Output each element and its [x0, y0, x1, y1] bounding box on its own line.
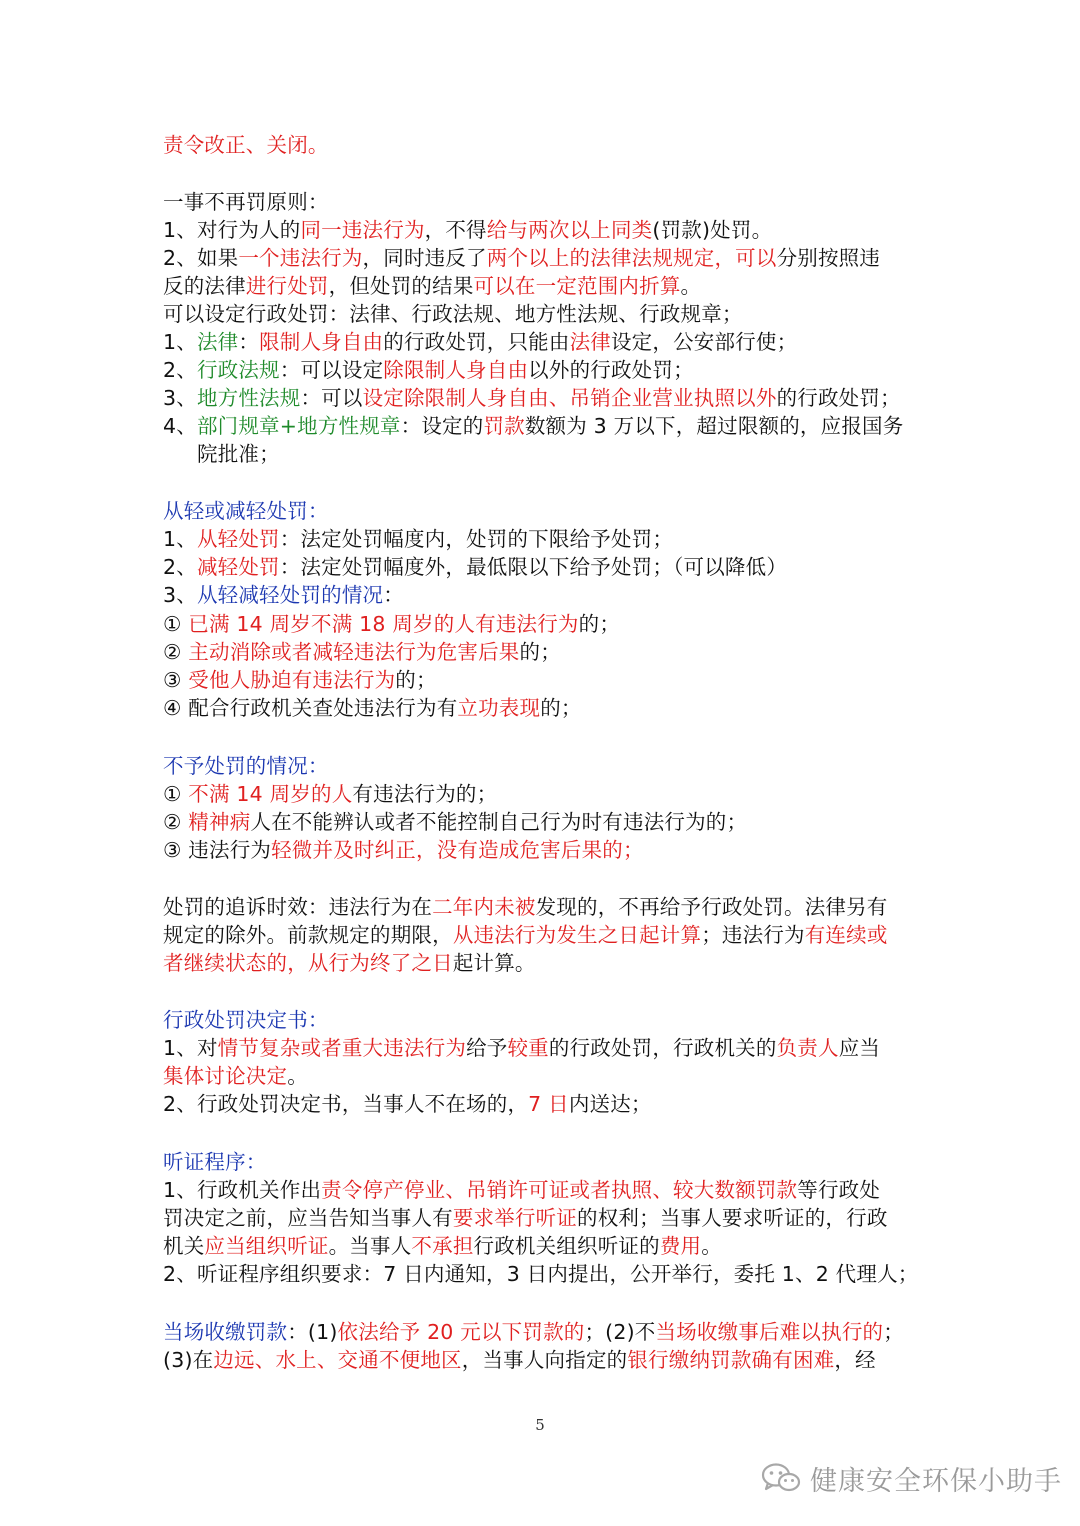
highlight-run: 罚款: [483, 414, 525, 438]
text-line: [163, 525, 923, 553]
highlight-run: 依法给予 20 元以下罚款的: [337, 1320, 585, 1344]
text-run: 起计算。: [452, 951, 536, 975]
text-run: ④ 配合行政机关查处违法行为有: [163, 696, 458, 720]
highlight-run: 限制人身自由: [259, 330, 384, 354]
text-run: ①: [163, 612, 189, 636]
text-line: [163, 1232, 923, 1260]
text-run: 。: [701, 1234, 722, 1258]
text-run: 的；: [578, 612, 621, 636]
text-run: 3、: [163, 583, 197, 607]
text-run: ；(2)不: [584, 1320, 656, 1344]
text-run: 4、: [163, 414, 197, 438]
section-heading-run: 行政处罚决定书：: [163, 1008, 329, 1032]
text-run: 的行政处罚；: [776, 386, 901, 410]
text-line: [163, 893, 923, 921]
highlight-run: 责令停产停业、吊销许可证或者执照、较大数额罚款: [321, 1178, 798, 1202]
highlight-run: 给与两次以上同类: [486, 218, 653, 242]
text-line: [163, 836, 923, 864]
text-line: [163, 497, 923, 525]
highlight-run: 要求举行听证: [452, 1206, 578, 1230]
section-heading-run: 从轻或减轻处罚：: [163, 499, 329, 523]
text-line: [163, 694, 923, 722]
text-run: ：: [383, 583, 404, 607]
text-run: 一事不再罚原则：: [163, 190, 329, 214]
text-run: 机关: [163, 1234, 205, 1258]
highlight-run: 7 日: [528, 1092, 569, 1116]
text-line: [163, 131, 923, 159]
text-run: 的；: [519, 640, 561, 664]
highlight-run: 银行缴纳罚款确有困难: [627, 1348, 835, 1372]
text-run: 2、听证程序组织要求：7 日内通知，3 日内提出，公开举行，委托 1、2 代理人；: [163, 1262, 919, 1286]
text-run: 。当事人: [328, 1234, 412, 1258]
text-line: [163, 412, 923, 440]
highlight-run: 不承担: [411, 1234, 474, 1258]
text-line: [163, 384, 923, 412]
highlight-run: 费用: [659, 1234, 702, 1258]
text-run: ②: [163, 810, 189, 834]
text-run: 罚决定之前，应当告知当事人有: [163, 1206, 453, 1230]
highlight-run: 法律: [569, 330, 611, 354]
highlight-run: 精神病: [188, 810, 251, 834]
highlight-run: 部门规章+地方性规章: [196, 414, 401, 438]
text-line: [163, 752, 923, 780]
text-run: 的行政处罚，行政机关的: [548, 1036, 777, 1060]
text-run: ②: [163, 640, 189, 664]
highlight-run: 已满 14 周岁不满 18 周岁的人有违法行为: [188, 612, 579, 636]
text-run: ，但处罚的结果: [328, 274, 474, 298]
text-run: 2、: [163, 555, 197, 579]
text-line: [163, 1318, 923, 1346]
text-run: ：法定处罚幅度外，最低限以下给予处罚；（可以降低）: [279, 555, 788, 579]
text-line: [163, 949, 923, 977]
text-line: [163, 1204, 923, 1232]
text-line: [163, 1006, 923, 1034]
text-run: 2、行政处罚决定书，当事人不在场的，: [163, 1092, 529, 1116]
highlight-run: 从轻处罚: [196, 527, 280, 551]
text-run: ①: [163, 782, 189, 806]
highlight-run: 较重: [507, 1036, 549, 1060]
highlight-run: 行政法规: [196, 358, 280, 382]
text-run: 1、对: [163, 1036, 218, 1060]
text-run: 1、行政机关作出: [163, 1178, 322, 1202]
highlight-run: 集体讨论决定: [163, 1064, 288, 1088]
text-run: (3)在: [163, 1348, 214, 1372]
highlight-run: 不满 14 周岁的人: [188, 782, 353, 806]
highlight-run: 法律: [196, 330, 239, 354]
text-run: 院批准；: [197, 442, 280, 466]
watermark: [760, 1458, 1062, 1498]
text-run: 2、如果: [163, 246, 239, 270]
text-run: ：设定的: [400, 414, 484, 438]
text-run: 以外的行政处罚；: [528, 358, 694, 382]
text-line: [163, 610, 923, 638]
text-run: 处罚的追诉时效：违法行为在: [163, 895, 433, 919]
text-run: 的行政处罚，只能由: [383, 330, 570, 354]
section-heading-run: 不予处罚的情况：: [163, 754, 329, 778]
highlight-run: 应当组织听证: [204, 1234, 329, 1258]
text-run: ；违法行为: [701, 923, 805, 947]
text-run: 给予: [466, 1036, 508, 1060]
text-run: ：法定处罚幅度内，处罚的下限给予处罚；: [279, 527, 674, 551]
text-run: 内送达；: [568, 1092, 652, 1116]
highlight-run: 者继续状态的，从行为终了之日: [163, 951, 453, 975]
highlight-run: 从违法行为发生之日起计算: [452, 923, 702, 947]
text-run: ：: [238, 330, 260, 354]
text-line: [163, 1062, 923, 1090]
text-run: 分别按照违: [776, 246, 881, 270]
text-run: 人在不能辨认或者不能控制自己行为时有违法行为的；: [250, 810, 748, 834]
text-line: [163, 780, 923, 808]
text-run: 3、: [163, 386, 197, 410]
text-run: 1、: [163, 527, 197, 551]
text-line: [197, 440, 957, 468]
text-line: [163, 1148, 923, 1176]
text-run: (罚款)处罚。: [652, 218, 773, 242]
watermark-text: 健康安全环保小助手: [810, 1465, 1062, 1497]
text-run: 的；: [395, 668, 437, 692]
highlight-run: 轻微并及时纠正，没有造成危害后果的；: [271, 838, 644, 862]
text-run: 的；: [540, 696, 582, 720]
wechat-icon: [760, 1461, 802, 1495]
highlight-run: 减轻处罚: [196, 555, 280, 579]
text-line: [163, 808, 923, 836]
text-line: [163, 1034, 923, 1062]
text-line: [163, 1260, 923, 1288]
highlight-run: 主动消除或者减轻违法行为危害后果: [188, 640, 520, 664]
highlight-run: 地方性法规: [196, 386, 301, 410]
text-line: [163, 244, 923, 272]
text-run: ，同时违反了: [362, 246, 487, 270]
text-line: [163, 921, 923, 949]
highlight-run: 进行处罚: [245, 274, 329, 298]
text-run: 1、对行为人的: [163, 218, 301, 242]
text-line: [163, 666, 923, 694]
text-run: 。: [287, 1064, 308, 1088]
text-run: 有违法行为的；: [352, 782, 498, 806]
text-line: [163, 300, 923, 328]
text-run: 的权利；当事人要求听证的，行政: [577, 1206, 888, 1230]
highlight-run: 有连续或: [804, 923, 888, 947]
text-line: [163, 638, 923, 666]
highlight-run: 一个违法行为: [238, 246, 363, 270]
highlight-run: 两个以上的法律法规规定，可以: [486, 246, 777, 270]
text-run: 设定，公安部行使；: [610, 330, 798, 354]
section-heading-run: 当场收缴罚款: [163, 1320, 288, 1344]
text-line: [163, 188, 923, 216]
text-run: 应当: [838, 1036, 881, 1060]
highlight-run: 可以在一定范围内折算: [473, 274, 681, 298]
text-line: [163, 1176, 923, 1204]
text-line: [163, 328, 923, 356]
text-run: ③ 违法行为: [163, 838, 272, 862]
text-run: ，经: [834, 1348, 876, 1372]
highlight-run: 二年内未被: [432, 895, 536, 919]
highlight-run: 设定除限制人身自由、吊销企业营业执照以外: [362, 386, 777, 410]
text-line: [163, 1090, 923, 1118]
text-line: [163, 272, 923, 300]
text-run: 数额为 3 万以下，超过限额的，应报国务: [524, 414, 904, 438]
text-run: ，不得: [424, 218, 487, 242]
text-run: 1、: [163, 330, 197, 354]
text-run: 规定的除外。前款规定的期限，: [163, 923, 453, 947]
text-run: ：可以: [300, 386, 363, 410]
highlight-run: 当场收缴事后难以执行的: [655, 1320, 884, 1344]
text-line: [163, 553, 923, 581]
text-line: [163, 356, 923, 384]
text-run: ，当事人向指定的: [461, 1348, 628, 1372]
highlight-run: 除限制人身自由: [383, 358, 529, 382]
text-run: 。: [680, 274, 702, 298]
text-line: [163, 216, 923, 244]
text-run: 行政机关组织听证的: [473, 1234, 660, 1258]
highlight-run: 同一违法行为: [300, 218, 425, 242]
text-run: 2、: [163, 358, 197, 382]
highlight-run: 边远、水上、交通不便地区: [213, 1348, 462, 1372]
section-heading-run: 从轻减轻处罚的情况: [196, 583, 384, 607]
highlight-run: 受他人胁迫有违法行为: [188, 668, 396, 692]
highlight-run: 负责人: [776, 1036, 839, 1060]
page-number: 5: [535, 1416, 545, 1434]
text-run: ③: [163, 668, 189, 692]
highlight-run: 责令改正、关闭。: [163, 133, 329, 157]
text-run: 等行政处: [797, 1178, 881, 1202]
text-run: 可以设定行政处罚：法律、行政法规、地方性法规、行政规章；: [163, 302, 743, 326]
text-run: ：(1): [287, 1320, 338, 1344]
text-line: [163, 1346, 923, 1374]
highlight-run: 情节复杂或者重大违法行为: [217, 1036, 467, 1060]
text-line: [163, 581, 923, 609]
text-run: 反的法律: [163, 274, 246, 298]
text-run: ；: [883, 1320, 904, 1344]
highlight-run: 立功表现: [457, 696, 541, 720]
section-heading-run: 听证程序：: [163, 1150, 267, 1174]
text-run: ：可以设定: [279, 358, 384, 382]
text-run: 发现的，不再给予行政处罚。法律另有: [535, 895, 888, 919]
